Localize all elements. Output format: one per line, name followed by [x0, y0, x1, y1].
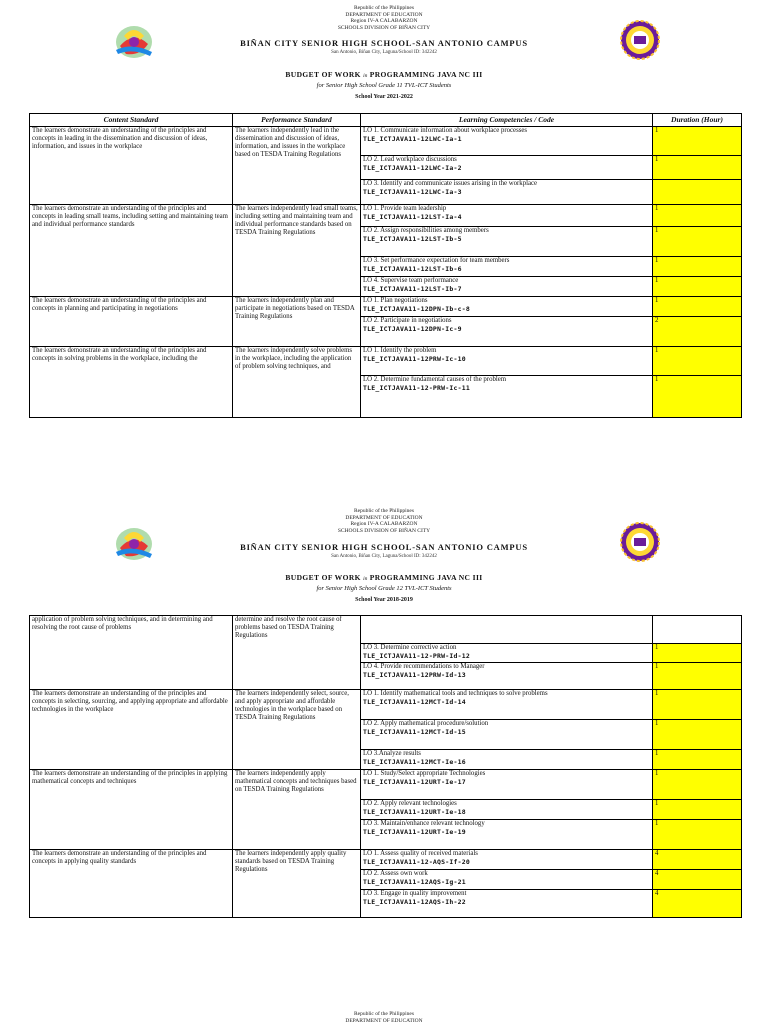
bow-table-2 — [29, 615, 742, 918]
duration-cell: 4 — [653, 890, 742, 918]
dept-text: DEPARTMENT OF EDUCATION — [345, 1017, 423, 1024]
lo-code: TLE_ICTJAVA11-12LST-Ia-4 — [363, 213, 462, 221]
lo-text: LO 1. Identify the problem — [363, 347, 437, 354]
table-row — [30, 297, 742, 317]
competency-cell — [361, 820, 653, 850]
lo-text: LO 3. Determine corrective action — [363, 644, 457, 651]
duration-cell — [653, 180, 742, 205]
duration-cell: 1 — [653, 347, 742, 376]
duration-cell: 4 — [653, 870, 742, 890]
lo-code: TLE_ICTJAVA11-12LWC-Ia-2 — [363, 164, 462, 172]
header-block-3 — [0, 1011, 768, 1024]
duration-cell: 1 — [653, 156, 742, 180]
duration-cell: 1 — [653, 800, 742, 820]
lo-text: LO 3. Identify and communicate issues arising in the workplace — [363, 180, 538, 187]
lo-text: LO 1. Provide team leadership — [363, 205, 447, 212]
competency-cell — [361, 317, 653, 347]
lo-code: TLE_ICTJAVA11-12-PRW-Id-12 — [363, 652, 470, 660]
table-row — [30, 770, 742, 800]
division-text: SCHOOLS DIVISION OF BIÑAN CITY — [337, 527, 431, 534]
content-cell: The learners demonstrate an understanding of the principles and concepts in solving problems in the workplace, including the — [30, 347, 233, 418]
lo-code: TLE_ICTJAVA11-12AQS-Ih-22 — [363, 898, 466, 906]
content-cell: The learners demonstrate an understanding of the principles and concepts in leading in the dissemination and discussion of ideas, information, and issues in the workplace — [30, 127, 233, 205]
content-cell: application of problem solving techniques, and in determining and resolving the root cause of problems — [30, 616, 233, 690]
republic-text: Republic of the Philippines — [353, 1011, 415, 1017]
bow-subtitle-2: for Senior High School Grade 12 TVL-ICT Students — [316, 585, 452, 592]
lo-text: LO 2. Apply relevant technologies — [363, 800, 457, 807]
competency-cell — [361, 770, 653, 800]
header-content: Content Standard — [30, 114, 233, 127]
competency-cell — [361, 156, 653, 180]
competency-cell — [361, 205, 653, 227]
dept-text: DEPARTMENT OF EDUCATION — [345, 514, 423, 521]
header-duration: Duration (Hour) — [653, 114, 742, 127]
lo-text: LO 1. Identify mathematical tools and techniques to solve problems — [363, 690, 548, 697]
performance-cell: The learners independently lead small teams, including setting and maintaining team and individual performance standards based on TESDA Training Regulations — [233, 205, 361, 297]
region-text: Region IV-A CALABARZON — [350, 521, 418, 527]
lo-text: LO 2. Assess own work — [363, 870, 428, 877]
competency-cell — [361, 850, 653, 870]
competency-cell — [361, 720, 653, 750]
lo-text: LO 1. Study/Select appropriate Technologies — [363, 770, 486, 777]
dept-text: DEPARTMENT OF EDUCATION — [345, 11, 423, 18]
lo-text: LO 2. Assign responsibilities among members — [363, 227, 489, 234]
lo-text: LO 3.Analyze results — [363, 750, 421, 757]
republic-text: Republic of the Philippines — [353, 5, 415, 11]
competency-cell — [361, 376, 653, 418]
school-year-1: School Year 2021-2022 — [355, 94, 413, 100]
lo-text: LO 3. Engage in quality improvement — [363, 890, 467, 897]
lo-code: TLE_ICTJAVA11-12LWC-Ia-1 — [363, 135, 462, 143]
lo-text: LO 4. Provide recommendations to Manager — [363, 663, 485, 670]
bow-title-b: PROGRAMMING JAVA NC III — [369, 573, 483, 582]
lo-text: LO 3. Set performance expectation for team members — [363, 257, 510, 264]
lo-code: TLE_ICTJAVA11-12LWC-Ia-3 — [363, 188, 462, 196]
performance-cell: The learners independently lead in the dissemination and discussion of ideas, information, and issues in the workplace based on TESDA Training Regulations — [233, 127, 361, 205]
lo-code: TLE_ICTJAVA11-12MCT-Ie-16 — [363, 758, 466, 766]
lo-code: TLE_ICTJAVA11-12MCT-Id-15 — [363, 728, 466, 736]
table-row — [30, 205, 742, 227]
lo-text: LO 2. Lead workplace discussions — [363, 156, 457, 163]
performance-cell: The learners independently plan and participate in negotiations based on TESDA Training Regulations — [233, 297, 361, 347]
duration-cell: 1 — [653, 720, 742, 750]
content-cell: The learners demonstrate an understanding of the principles and concepts in leading small teams, including setting and maintaining team and individual performance standards — [30, 205, 233, 297]
duration-cell: 1 — [653, 127, 742, 156]
competency-cell — [361, 663, 653, 690]
competency-cell — [361, 227, 653, 257]
lo-text: LO 1. Plan negotiations — [363, 297, 428, 304]
table-header-row — [30, 114, 742, 127]
competency-cell — [361, 870, 653, 890]
lo-code: TLE_ICTJAVA11-12PRW-Ic-10 — [363, 355, 466, 363]
school-address: San Antonio, Biñan City, Laguna/School ID: 342242 — [331, 554, 437, 559]
lo-code: TLE_ICTJAVA11-12URT-Ie-17 — [363, 778, 466, 786]
bow-title-a: BUDGET OF WORK — [285, 70, 361, 79]
lo-text: LO 2. Determine fundamental causes of the problem — [363, 376, 507, 383]
school-year-2: School Year 2018-2019 — [355, 597, 413, 603]
bow-title-1 — [0, 70, 768, 79]
competency-cell — [361, 750, 653, 770]
lo-code: TLE_ICTJAVA11-12MCT-Id-14 — [363, 698, 466, 706]
duration-cell: 1 — [653, 820, 742, 850]
bow-table-1 — [29, 113, 742, 418]
duration-cell: 4 — [653, 850, 742, 870]
lo-text: LO 1. Assess quality of received materials — [363, 850, 478, 857]
lo-code: TLE_ICTJAVA11-12LST-Ib-5 — [363, 235, 462, 243]
performance-cell: The learners independently apply mathematical concepts and techniques based on TESDA Training Regulations — [233, 770, 361, 850]
lo-code: TLE_ICTJAVA11-12LST-Ib-6 — [363, 265, 462, 273]
lo-code: TLE_ICTJAVA11-12PRW-Id-13 — [363, 671, 466, 679]
republic-text: Republic of the Philippines — [353, 508, 415, 514]
lo-code: TLE_ICTJAVA11-12AQS-Ig-21 — [363, 878, 466, 886]
table-row — [30, 616, 742, 644]
division-text: SCHOOLS DIVISION OF BIÑAN CITY — [337, 24, 431, 31]
school-name: BIÑAN CITY SENIOR HIGH SCHOOL-SAN ANTONIO CAMPUS — [240, 38, 528, 48]
performance-cell: The learners independently apply quality standards based on TESDA Training Regulations — [233, 850, 361, 918]
competency-cell — [361, 127, 653, 156]
school-name: BIÑAN CITY SENIOR HIGH SCHOOL-SAN ANTONIO CAMPUS — [240, 542, 528, 552]
bow-title-b: PROGRAMMING JAVA NC III — [369, 70, 483, 79]
region-text: Region IV-A CALABARZON — [350, 18, 418, 24]
content-cell: The learners demonstrate an understanding of the principles in applying mathematical concepts and techniques — [30, 770, 233, 850]
bow-subtitle-1: for Senior High School Grade 11 TVL-ICT Students — [316, 82, 452, 89]
table-row — [30, 850, 742, 870]
duration-cell — [653, 616, 742, 644]
lo-code: TLE_ICTJAVA11-12LST-Ib-7 — [363, 285, 462, 293]
duration-cell: 1 — [653, 644, 742, 663]
duration-cell: 1 — [653, 227, 742, 257]
header-performance: Performance Standard — [233, 114, 361, 127]
competency-cell — [361, 890, 653, 918]
lo-code: TLE_ICTJAVA11-12URT-Ie-19 — [363, 828, 466, 836]
competency-cell — [361, 180, 653, 205]
table-row — [30, 127, 742, 156]
lo-text: LO 2. Participate in negotiations — [363, 317, 452, 324]
competency-cell — [361, 800, 653, 820]
bow-title-in: in — [363, 73, 368, 79]
competency-cell — [361, 644, 653, 663]
content-cell: The learners demonstrate an understanding of the principles and concepts in selecting, sourcing, and applying appropriate and affordable technologies in the workplace — [30, 690, 233, 770]
performance-cell: determine and resolve the root cause of problems based on TESDA Training Regulations — [233, 616, 361, 690]
duration-cell: 1 — [653, 770, 742, 800]
duration-cell: 1 — [653, 750, 742, 770]
bow-title-in: in — [363, 576, 368, 582]
performance-cell: The learners independently solve problems in the workplace, including the application of problem solving techniques, and — [233, 347, 361, 418]
duration-cell: 1 — [653, 297, 742, 317]
bow-title-2 — [0, 573, 768, 582]
lo-text: LO 1. Communicate information about workplace processes — [363, 127, 528, 134]
competency-cell — [361, 257, 653, 277]
duration-cell: 1 — [653, 205, 742, 227]
competency-cell — [361, 297, 653, 317]
school-address: San Antonio, Biñan City, Laguna/School ID: 342242 — [331, 50, 437, 55]
lo-text: LO 2. Apply mathematical procedure/solution — [363, 720, 489, 727]
duration-cell: 1 — [653, 277, 742, 297]
content-cell: The learners demonstrate an understanding of the principles and concepts in applying quality standards — [30, 850, 233, 918]
competency-cell — [361, 616, 653, 644]
lo-code: TLE_ICTJAVA11-12-PRW-Ic-11 — [363, 384, 470, 392]
lo-code: TLE_ICTJAVA11-12DPN-Ib-c-8 — [363, 305, 470, 313]
duration-cell: 1 — [653, 663, 742, 690]
bow-title-a: BUDGET OF WORK — [285, 573, 361, 582]
duration-cell: 1 — [653, 376, 742, 418]
table-row — [30, 347, 742, 376]
duration-cell: 1 — [653, 257, 742, 277]
lo-text: LO 4. Supervise team performance — [363, 277, 459, 284]
lo-code: TLE_ICTJAVA11-12-AQS-If-20 — [363, 858, 470, 866]
competency-cell — [361, 347, 653, 376]
lo-code: TLE_ICTJAVA11-12URT-Ie-18 — [363, 808, 466, 816]
competency-cell — [361, 690, 653, 720]
competency-cell — [361, 277, 653, 297]
table-row — [30, 690, 742, 720]
content-cell: The learners demonstrate an understanding of the principles and concepts in planning and participating in negotiations — [30, 297, 233, 347]
performance-cell: The learners independently select, source, and apply appropriate and affordable technologies in the workplace based on TESDA Training Regulations — [233, 690, 361, 770]
lo-code: TLE_ICTJAVA11-12DPN-Ic-9 — [363, 325, 462, 333]
duration-cell: 1 — [653, 690, 742, 720]
duration-cell: 2 — [653, 317, 742, 347]
lo-text: LO 3. Maintain/enhance relevant technology — [363, 820, 485, 827]
header-competencies: Learning Competencies / Code — [361, 114, 653, 127]
